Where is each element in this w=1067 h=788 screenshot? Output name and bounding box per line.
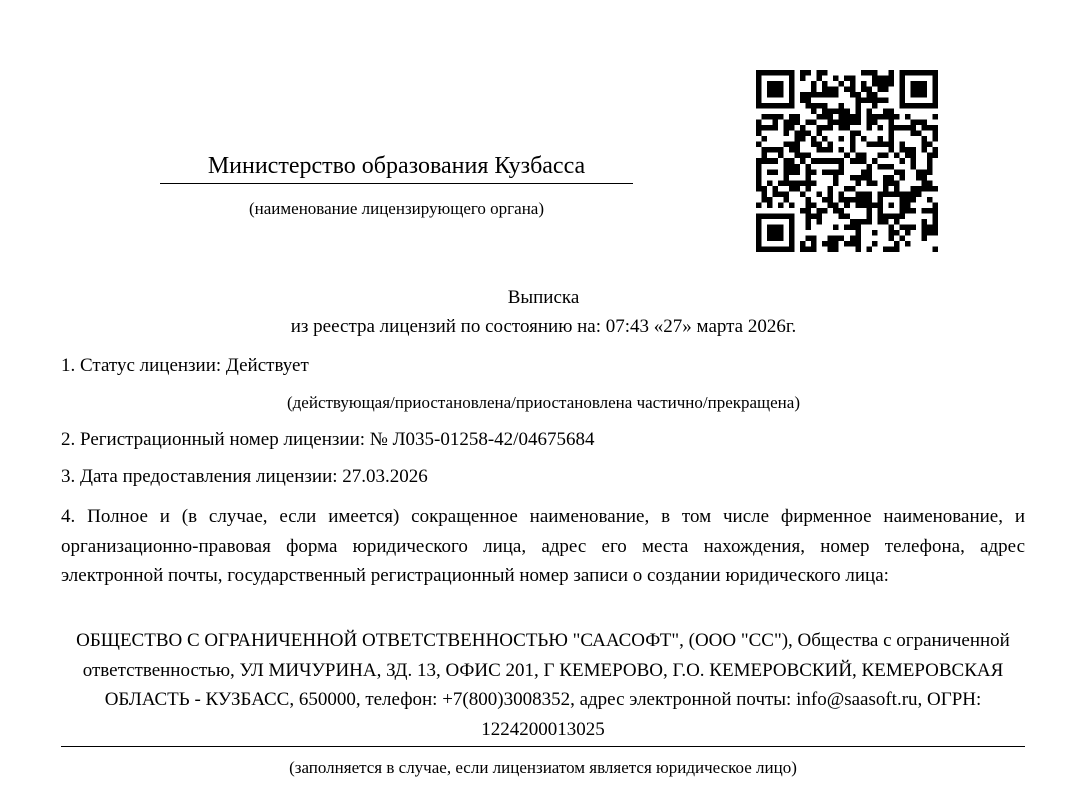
organization-details-caption: (заполняется в случае, если лицензиатом является юридическое лицо) [289, 758, 797, 777]
license-status-caption: (действующая/приостановлена/приостановлена частично/прекращена) [287, 393, 800, 412]
registration-number: 2. Регистрационный номер лицензии: № Л035-01258-42/04675684 [61, 429, 595, 450]
license-status: 1. Статус лицензии: Действует [61, 355, 309, 376]
issue-date: 3. Дата предоставления лицензии: 27.03.2026 [61, 466, 428, 487]
organization-details: ОБЩЕСТВО С ОГРАНИЧЕННОЙ ОТВЕТСТВЕННОСТЬЮ "СААСОФТ", (ООО "СС"), Общества с ограниченной ответственностью, УЛ МИЧУРИНА, ЗД. 13, ОФИС 201, Г КЕМЕРОВО, Г.О. КЕМЕРОВСКИЙ, КЕМЕРОВСКАЯ ОБЛАСТЬ - КУЗБАСС, 650000, телефон: +7(800)3008352, адрес электронной почты: info@saasoft.ru, ОГРН: 1224200013025 [61, 626, 1025, 747]
licensing-authority-name: Министерство образования Кузбасса [160, 151, 633, 184]
organization-details-heading: 4. Полное и (в случае, если имеется) сокращенное наименование, в том числе фирменное наименование, и организационно-правовая форма юридического лица, адрес его места нахождения, номер телефона, адрес электронной почты, государственный регистрационный номер записи о создании юридического лица: [61, 506, 1025, 586]
qr-code-icon [756, 70, 938, 252]
document-subtitle: из реестра лицензий по состоянию на: 07:43 «27» марта 2026г. [290, 316, 797, 337]
licensing-authority-caption: (наименование лицензирующего органа) [248, 199, 544, 218]
document-title: Выписка [507, 287, 580, 308]
